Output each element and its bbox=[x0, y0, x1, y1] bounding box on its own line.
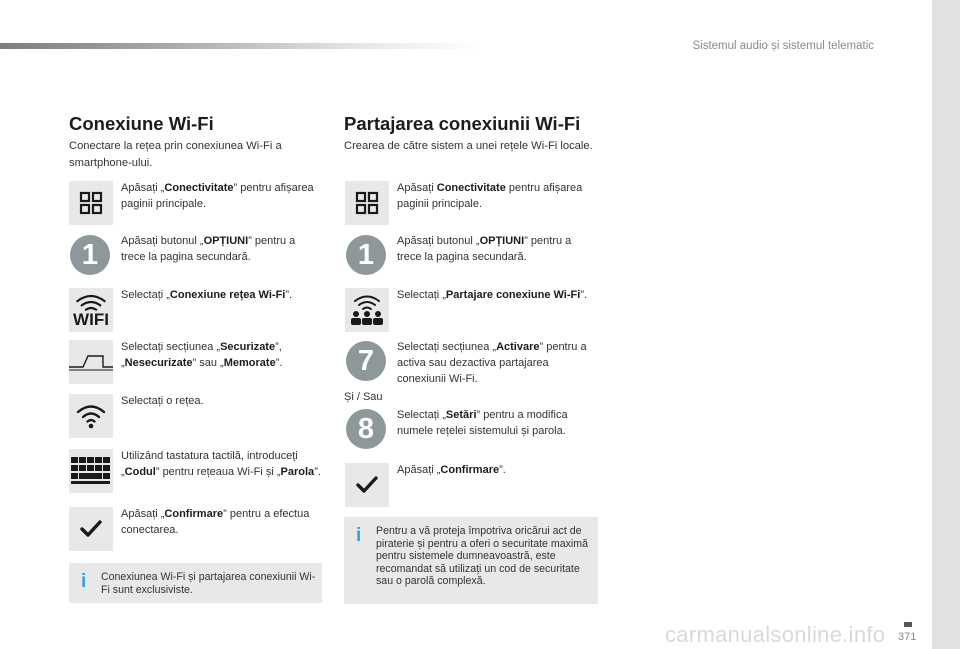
watermark: carmanualsonline.info bbox=[665, 622, 886, 647]
step-instruction bbox=[121, 180, 321, 212]
left-intro: Conectare la rețea prin conexiunea Wi-Fi a smartphone-ului. bbox=[69, 140, 282, 169]
wifi-label-icon bbox=[69, 288, 113, 332]
checkmark-icon bbox=[345, 463, 389, 507]
right-section-title: Partajarea conexiunii Wi-Fi bbox=[344, 113, 581, 134]
instruction-text: pentru afișarea paginii principale. bbox=[397, 182, 583, 210]
step-instruction bbox=[397, 407, 597, 439]
right-intro: Crearea de către sistem a unei rețele Wi-Fi locale. bbox=[344, 140, 593, 152]
step-1-badge: 1 bbox=[346, 235, 386, 275]
step-instruction bbox=[397, 287, 597, 303]
menu-term: Codul bbox=[124, 466, 156, 478]
instruction-text: ” pentru rețeaua Wi-Fi și „ bbox=[155, 466, 281, 478]
instruction-text: ”, „ bbox=[121, 341, 282, 369]
left-section-title: Conexiune Wi-Fi bbox=[69, 113, 214, 134]
instruction-text: ” pentru a activa sau dezactiva partajarea conexiunii Wi-Fi. bbox=[397, 341, 587, 385]
menu-term: Conectivitate bbox=[164, 182, 234, 194]
instruction-text: ” pentru a modifica numele rețelei sistemului și parola. bbox=[397, 409, 568, 437]
menu-term: Memorate bbox=[223, 357, 276, 369]
or-label: Și / Sau bbox=[344, 391, 383, 403]
step-8-badge: 8 bbox=[346, 409, 386, 449]
instruction-text: Selectați „ bbox=[121, 289, 170, 301]
menu-term: Confirmare bbox=[440, 464, 500, 476]
page-marker bbox=[904, 622, 912, 627]
instruction-text: Apăsați „ bbox=[121, 508, 165, 520]
menu-term: Confirmare bbox=[164, 508, 224, 520]
instruction-text: Selectați secțiunea „ bbox=[397, 341, 497, 353]
step-instruction bbox=[397, 233, 597, 265]
menu-term: Conectivitate bbox=[436, 182, 506, 194]
right-info-note bbox=[344, 517, 598, 604]
step-7-badge: 7 bbox=[346, 341, 386, 381]
instruction-text: Apăsați „ bbox=[121, 182, 165, 194]
step-instruction bbox=[397, 180, 597, 212]
menu-term: Conexiune rețea Wi-Fi bbox=[169, 289, 286, 301]
menu-term: Securizate bbox=[220, 341, 276, 353]
instruction-text: ” pentru a efectua conectarea. bbox=[121, 508, 310, 536]
step-instruction bbox=[121, 506, 321, 538]
menu-term: Partajare conexiune Wi-Fi bbox=[445, 289, 581, 301]
instruction-text: Selectați secțiunea „ bbox=[121, 341, 221, 353]
grid-four-squares-icon bbox=[69, 181, 113, 225]
menu-term: Activare bbox=[496, 341, 540, 353]
info-icon: i bbox=[356, 525, 362, 546]
step-instruction bbox=[397, 462, 597, 478]
header-gradient-bar bbox=[0, 43, 480, 49]
instruction-text: Selectați „ bbox=[397, 289, 446, 301]
keyboard-icon bbox=[69, 449, 113, 493]
menu-term: Parola bbox=[280, 466, 315, 478]
instruction-text: Selectați o rețea. bbox=[121, 395, 204, 407]
menu-term: Setări bbox=[445, 409, 477, 421]
chapter-title: Sistemul audio și sistemul telematic bbox=[692, 40, 874, 52]
page-number: 371 bbox=[898, 631, 917, 643]
side-strip bbox=[932, 0, 960, 649]
instruction-text: ”. bbox=[275, 357, 283, 369]
step-instruction bbox=[121, 233, 321, 265]
left-note-text: Conexiunea Wi-Fi și partajarea conexiunii Wi-Fi sunt exclusiviste. bbox=[101, 571, 316, 596]
menu-term: OPȚIUNI bbox=[479, 235, 525, 247]
step-instruction bbox=[121, 448, 321, 480]
wifi-signal-icon bbox=[69, 394, 113, 438]
wifi-label-text: WIFI bbox=[73, 309, 109, 329]
instruction-text: ”. bbox=[314, 466, 321, 478]
right-note-text: Pentru a vă proteja împotriva oricărui act de piraterie și pentru a oferi o securitate maximă pentru sistemele dumneavoastră, este recomandat să utilizați un cod de securitate sau o parolă complexă. bbox=[376, 525, 588, 587]
menu-term: Nesecurizate bbox=[124, 357, 193, 369]
step-instruction bbox=[121, 393, 321, 409]
step-instruction bbox=[121, 287, 321, 303]
instruction-text: ” sau „ bbox=[192, 357, 224, 369]
step-1-badge: 1 bbox=[70, 235, 110, 275]
step-instruction bbox=[121, 339, 321, 371]
checkmark-icon bbox=[69, 507, 113, 551]
instruction-text: ”. bbox=[580, 289, 588, 301]
instruction-text: ”. bbox=[285, 289, 293, 301]
menu-term: OPȚIUNI bbox=[203, 235, 249, 247]
instruction-text: ” pentru a trece la pagina secundară. bbox=[121, 235, 296, 263]
instruction-text: Apăsați „ bbox=[397, 464, 441, 476]
instruction-text: Utilizând tastatura tactilă, introduceți „ bbox=[121, 450, 298, 478]
instruction-text: Selectați „ bbox=[397, 409, 446, 421]
instruction-text: ” pentru afișarea paginii principale. bbox=[121, 182, 314, 210]
grid-four-squares-icon bbox=[345, 181, 389, 225]
instruction-text: Apăsați bbox=[397, 182, 437, 194]
left-info-note bbox=[69, 563, 322, 603]
step-instruction bbox=[397, 339, 597, 387]
info-icon: i bbox=[81, 571, 87, 592]
wifi-sharing-users-icon bbox=[345, 288, 389, 332]
instruction-text: Apăsați butonul „ bbox=[121, 235, 204, 247]
instruction-text: ” pentru a trece la pagina secundară. bbox=[397, 235, 572, 263]
instruction-text: ”. bbox=[499, 464, 506, 476]
tab-folder-icon bbox=[69, 340, 113, 384]
instruction-text: Apăsați butonul „ bbox=[397, 235, 480, 247]
